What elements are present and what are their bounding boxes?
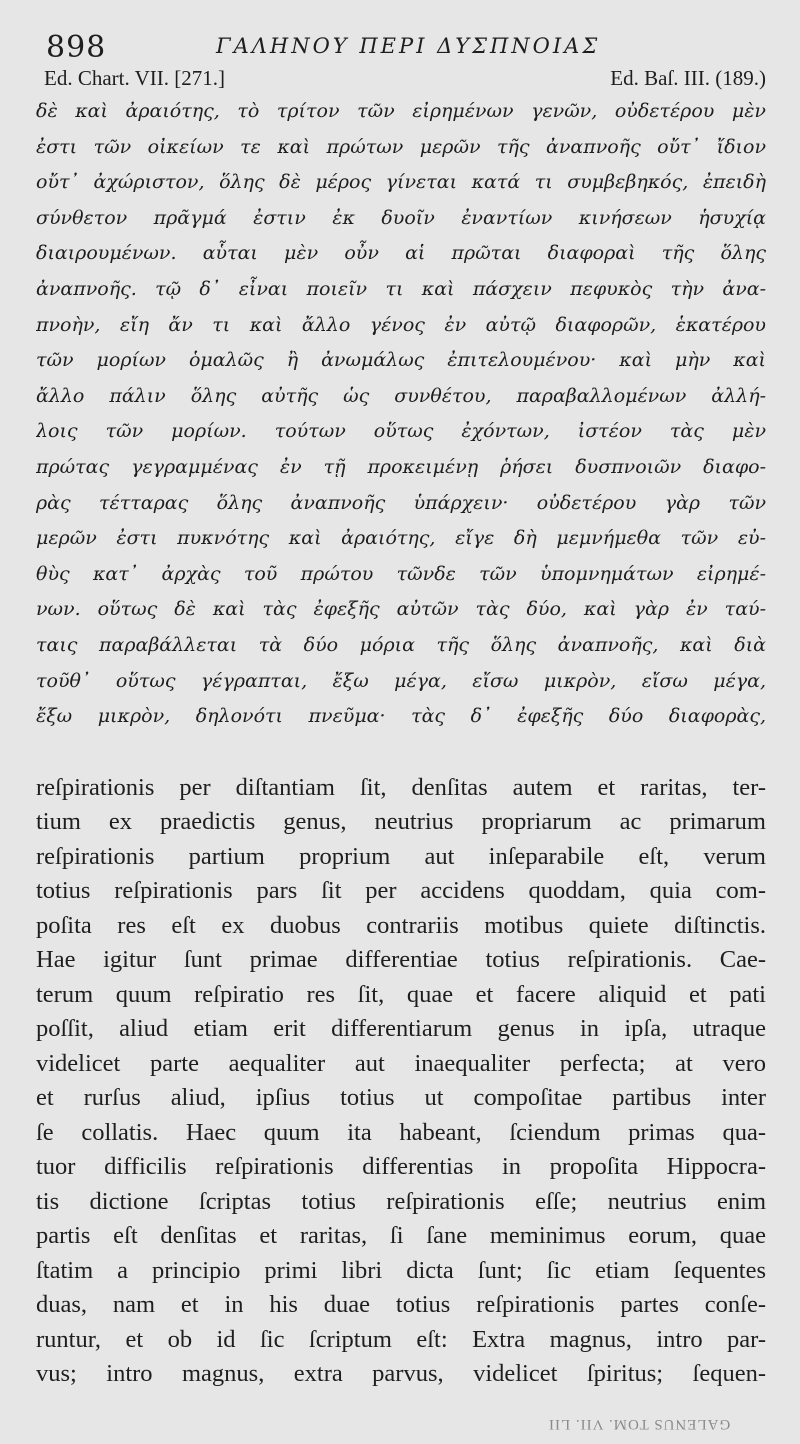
latin-text-line: Hae igitur ſunt primae differentiae totius reſpirationis. Cae- — [36, 946, 766, 974]
latin-text-line: reſpirationis per diſtantiam ſit, denſitas autem et raritas, ter- — [36, 773, 766, 801]
latin-text-line: vus; intro magnus, extra parvus, videlicet ſpiritus; ſequen- — [36, 1360, 766, 1388]
running-title: ΓΑΛΗΝΟΥ ΠΕΡΙ ΔΥΣΠΝΟΙΑΣ — [216, 34, 601, 58]
greek-text-line: πνοὴν, εἴη ἄν τι καὶ ἄλλο γένος ἐν αὐτῷ διαφορῶν, ἑκατέρου — [36, 313, 766, 336]
greek-text-line: ἄλλο πάλιν ὅλης αὐτῆς ὡς συνθέτου, παραβαλλομένων ἀλλή- — [36, 384, 766, 407]
column-gap — [36, 735, 766, 771]
latin-text-line: poſſit, aliud etiam erit differentiarum genus in ipſa, utraque — [36, 1015, 766, 1043]
page-number: 898 — [46, 30, 107, 65]
greek-text-line: ἔξω μικρὸν, δηλονότι πνεῦμα· τὰς δ᾽ ἐφεξῆς δύο διαφορὰς, — [36, 705, 766, 728]
greek-text-line: νων. οὕτως δὲ καὶ τὰς ἐφεξῆς αὐτῶν τὰς δύο, καὶ γὰρ ἐν ταύ- — [36, 598, 766, 621]
greek-text-line: οὔτ᾽ ἀχώριστον, ὅλης δὲ μέρος γίνεται κατά τι συμβεβηκός, ἐπειδὴ — [36, 171, 766, 194]
edition-reference-chart: Ed. Chart. VII. [271.] — [44, 66, 225, 90]
latin-text-line: tium ex praedictis genus, neutrius propriarum ac primarum — [36, 808, 766, 836]
greek-text-line: λοις τῶν μορίων. τούτων οὕτως ἐχόντων, ἰστέον τὰς μὲν — [36, 420, 766, 443]
latin-text-line: runtur, et ob id ſic ſcriptum eſt: Extra magnus, intro par- — [36, 1325, 766, 1353]
greek-text-line: τῶν μορίων ὁμαλῶς ἢ ἀνωμάλως ἐπιτελουμένου· καὶ μὴν καὶ — [36, 349, 766, 372]
edition-references — [36, 66, 766, 94]
latin-text-line: terum quum reſpiratio res ſit, quae et facere aliquid et pati — [36, 980, 766, 1008]
greek-text-line: δὲ καὶ ἀραιότης, τὸ τρίτον τῶν εἰρημένων γενῶν, οὐδετέρου μὲν — [36, 100, 766, 122]
footer-signature-mark: GALENUS TOM. VII. LII — [547, 1416, 730, 1432]
latin-text-line: ſtatim a principio primi libri dicta ſunt; ſic etiam ſequentes — [36, 1256, 766, 1284]
greek-text-line: ἐστι τῶν οἰκείων τε καὶ πρώτων μερῶν τῆς ἀναπνοῆς οὔτ᾽ ἴδιον — [36, 135, 766, 158]
greek-text-line: πρώτας γεγραμμένας ἐν τῇ προκειμένῃ ῥήσει δυσπνοιῶν διαφο- — [36, 455, 766, 478]
latin-text-line: videlicet parte aequaliter aut inaequaliter perfecta; at vero — [36, 1049, 766, 1077]
latin-text-line: tuor difficilis reſpirationis differentias in propoſita Hippocra- — [36, 1153, 766, 1181]
greek-text-line: μερῶν ἐστι πυκνότης καὶ ἀραιότης, εἴγε δὴ μεμνήμεθα τῶν εὐ- — [36, 527, 766, 550]
greek-text-line: διαιρουμένων. αὗται μὲν οὖν αἱ πρῶται διαφοραὶ τῆς ὅλης — [36, 242, 766, 265]
greek-text-line: θὺς κατ᾽ ἀρχὰς τοῦ πρώτου τῶνδε τῶν ὑπομνημάτων εἰρημέ- — [36, 562, 766, 585]
greek-text-line: ταις παραβάλλεται τὰ δύο μόρια τῆς ὅλης ἀναπνοῆς, καὶ διὰ — [36, 633, 766, 656]
latin-text-line: et rurſus aliud, ipſius totius ut compoſitae partibus inter — [36, 1084, 766, 1112]
greek-text-block — [36, 94, 766, 735]
edition-reference-basel: Ed. Baſ. III. (189.) — [610, 66, 766, 90]
greek-text-line: ἀναπνοῆς. τῷ δ᾽ εἶναι ποιεῖν τι καὶ πάσχειν πεφυκὸς τὴν ἀνα- — [36, 277, 766, 300]
greek-text-line: ρὰς τέτταρας ὅλης ἀναπνοῆς ὑπάρχειν· οὐδετέρου γὰρ τῶν — [36, 491, 766, 514]
latin-text-block — [36, 771, 766, 1392]
latin-text-line: duas, nam et in his duae totius reſpirationis partes conſe- — [36, 1291, 766, 1319]
latin-text-line: ſe collatis. Haec quum ita habeant, ſciendum primas qua- — [36, 1118, 766, 1146]
greek-text-line: τοῦθ᾽ οὕτως γέγραπται, ἔξω μέγα, εἴσω μικρὸν, εἴσω μέγα, — [36, 669, 766, 692]
page-header — [36, 30, 766, 66]
greek-text-line: σύνθετον πρᾶγμά ἐστιν ἐκ δυοῖν ἐναντίων κινήσεων ἡσυχίᾳ — [36, 206, 766, 229]
latin-text-line: reſpirationis partium proprium aut inſeparabile eſt, verum — [36, 842, 766, 870]
latin-text-line: partis eſt denſitas et raritas, ſi ſane meminimus eorum, quae — [36, 1222, 766, 1250]
latin-text-line: tis dictione ſcriptas totius reſpirationis eſſe; neutrius enim — [36, 1187, 766, 1215]
latin-text-line: poſita res eſt ex duobus contrariis motibus quiete diſtinctis. — [36, 911, 766, 939]
latin-text-line: totius reſpirationis pars ſit per accidens quoddam, quia com- — [36, 877, 766, 905]
